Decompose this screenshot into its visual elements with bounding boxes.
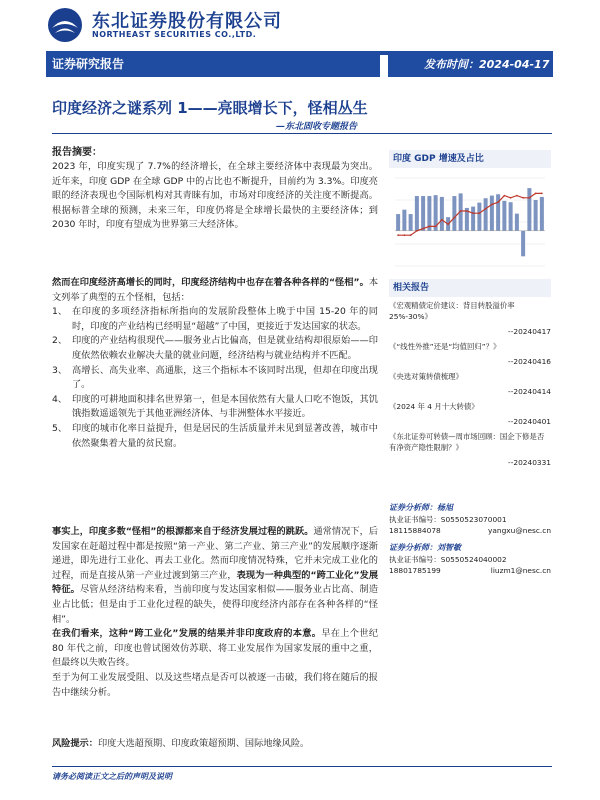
risk-label: 风险提示： <box>52 738 98 749</box>
analyst-phone: 18115884078 <box>389 526 441 535</box>
chart-point <box>485 208 487 210</box>
company-name-cn: 东北证券股份有限公司 <box>92 11 282 32</box>
analyst-cert <box>389 514 551 526</box>
chart-point <box>528 197 530 199</box>
chart-point <box>397 234 399 236</box>
company-logo-icon <box>46 6 84 44</box>
related-report-date: --20240414 <box>508 387 551 396</box>
oddities-section <box>52 276 378 451</box>
footer-note: 请务必阅读正文之后的声明及说明 <box>52 772 172 781</box>
chart-point <box>416 230 418 232</box>
related-report-date: --20240331 <box>508 458 551 467</box>
risk-paragraph <box>52 737 378 752</box>
analyst-cert-number: S0550523070001 <box>440 514 507 524</box>
related-report-title[interactable]: 《宏观精债定价建议：背目转股溢价率 25%-30%》 <box>389 301 515 321</box>
chart-point <box>403 234 405 236</box>
report-type: 证券研究报告 <box>52 57 125 71</box>
summary-body <box>52 160 378 233</box>
chart-point <box>510 197 512 199</box>
analyst-name: 杨旭 <box>437 503 453 512</box>
analyst-card <box>389 542 551 577</box>
chart-point <box>503 195 505 197</box>
list-item-number: 4、 <box>52 393 68 405</box>
related-report-item[interactable] <box>389 300 551 337</box>
list-item-text: 印度的城市化率日益提升，但是居民的生活质量并未见到显著改善，城市中依然聚集着大量的贫民窟。 <box>72 422 378 449</box>
list-item-number: 3、 <box>52 364 68 376</box>
list-item-number: 1、 <box>52 306 68 318</box>
chart-bar <box>421 196 425 231</box>
chart-point <box>541 193 543 195</box>
related-report-title[interactable]: 《“线性外推”还是“均值回归”？》 <box>389 342 501 351</box>
risk-text: 印度大选超预期、印度政策超预期、国际地缘风险。 <box>97 738 310 749</box>
list-item-text: 印度的可耕地面积排名世界第一，但是本国依然有大量人口吃不饱饭，其饥饿指数遥遥领先于其他亚洲经济体、与非洲整体水平接近。 <box>72 393 378 420</box>
chart-point <box>453 217 455 219</box>
chart-point <box>472 212 474 214</box>
chart-heading: 印度 GDP 增速及占比 <box>389 150 551 168</box>
footer-divider <box>52 766 552 767</box>
analyst-phone: 18801785199 <box>389 566 441 575</box>
chart-bar <box>415 196 419 231</box>
report-subtitle: —东北固收专题报告 <box>276 122 358 132</box>
chart-bar <box>496 194 500 231</box>
header-bar-divider <box>380 55 388 77</box>
analysis-p1-a: 通常情况下，后发国家在赶超过程中都是按照“第一产业、第二产业、第三产业”的发展顺序逐渐递进，即先进行工业化、再去工业化。然而印度情况特殊，它并未完成工业化的过程，而是直接从第一产业过渡到第三产业， <box>52 526 378 581</box>
related-report-date: --20240417 <box>508 327 551 336</box>
list-item <box>52 334 378 363</box>
chart-bar <box>490 196 494 231</box>
list-item <box>52 422 378 451</box>
related-reports-heading: 相关报告 <box>389 279 551 297</box>
chart-bar <box>509 202 513 231</box>
analyst-cert-number: S0550524040002 <box>440 554 507 564</box>
analyst-cert-label: 执业证书编号： <box>389 514 441 524</box>
company-name-en: NORTHEAST SECURITIES CO.,LTD. <box>92 30 257 39</box>
related-reports-list <box>389 300 551 472</box>
analyst-card <box>389 502 551 537</box>
chart-bar <box>502 201 506 231</box>
analyst-role <box>389 502 551 514</box>
analysis-p2-bold: 在我们看来，这种“跨工业化”发展的结果并非印度政府的本意。 <box>52 628 322 640</box>
title-divider <box>52 133 552 134</box>
summary-paragraph-1: 2023 年，印度实现了 7.7%的经济增长，在全球主要经济体中表现最为突出。近年来，印度 GDP 在全球 GDP 中的占比也不断提升，目前约为 3.3%。印度亮眼的经济表现也令国际机构对其青睐有加，市场对印度经济的关注度不断提高。根据标普全球的预测，未来三年，印度仍将是全球增长最快的主要经济体；到 2030 年时，印度有望成为世界第三大经济体。 <box>52 161 378 231</box>
chart-bar <box>540 197 544 231</box>
analyst-cert-label: 执业证书编号： <box>389 554 441 564</box>
list-item <box>52 364 378 393</box>
chart-bar <box>527 188 531 231</box>
oddities-list <box>52 305 378 451</box>
analyst-role <box>389 542 551 554</box>
analyst-email[interactable]: yangxu@nesc.cn <box>488 526 551 535</box>
chart-point <box>422 228 424 230</box>
chart-point <box>428 226 430 228</box>
list-item <box>52 305 378 334</box>
related-report-title[interactable]: 《东北证券可转债—周市场回顾：国企下修是否有净资产隐性限制？》 <box>389 432 545 452</box>
chart-bar <box>515 214 519 231</box>
list-item <box>52 393 378 422</box>
gdp-chart <box>389 170 551 274</box>
chart-point <box>522 197 524 199</box>
chart-bar <box>534 200 538 231</box>
chart-point <box>435 226 437 228</box>
related-report-title[interactable]: 《央选对策转债梳理》 <box>389 372 463 381</box>
list-item-text: 高增长、高失业率、高通胀，这三个指标本不该同时出现，但却在印度出现了。 <box>72 364 378 391</box>
chart-bar <box>440 197 444 231</box>
chart-bar <box>396 214 400 231</box>
chart-bar <box>521 231 525 257</box>
analysis-p1-b: 尽管从经济结构来看，当前印度与发达国家相似——服务业占比高、制造业占比低；但是由于工业化过程的缺失，使得印度经济内部存在各种各样的“怪相”。 <box>52 584 379 625</box>
related-report-item[interactable] <box>389 371 551 397</box>
oddities-intro-bold: 然而在印度经济高增长的同时，印度经济结构中也存在着各种各样的“怪相”。 <box>52 277 369 288</box>
analysis-p1-bold: 事实上，印度多数“怪相”的根源都来自于经济发展过程的跳跃。 <box>52 526 314 537</box>
chart-bar <box>409 214 413 231</box>
analyst-contact <box>389 565 551 577</box>
chart-point <box>460 210 462 212</box>
chart-point <box>478 212 480 214</box>
analysis-p1-bold2: 表现为一种典型的“跨工业化”发展特征。 <box>52 569 379 596</box>
list-item-text: 印度的产业结构很现代——服务业占比偏高，但是就业结构却很原始——印度依然依赖农业解决大量的就业问题，经济结构与就业结构并不匹配。 <box>72 335 378 361</box>
related-report-item[interactable] <box>389 341 551 367</box>
chart-point <box>535 193 537 195</box>
list-item-number: 5、 <box>52 422 68 434</box>
list-item-text: 在印度的多项经济指标所指向的发展阶段整体上晚于中国 15-20 年的同时，印度的产业结构已经明显“超越”了中国，更接近于发达国家的状态。 <box>72 306 378 332</box>
analysis-paragraph-1 <box>52 525 378 627</box>
chart-bar <box>484 198 488 231</box>
analyst-contact <box>389 525 551 537</box>
chart-point <box>466 210 468 212</box>
chart-point <box>497 201 499 203</box>
oddities-intro <box>52 276 378 305</box>
analyst-email[interactable]: liuzm1@nesc.cn <box>490 566 551 575</box>
analyst-name: 刘智敏 <box>437 543 461 552</box>
chart-line-series <box>398 193 542 235</box>
summary-heading: 报告摘要： <box>52 147 102 158</box>
analyst-role-label: 证券分析师： <box>389 503 437 512</box>
chart-bar <box>477 203 481 231</box>
analyst-role-label: 证券分析师： <box>389 543 437 552</box>
publish-date: 发布时间：2024-04-17 <box>424 58 550 71</box>
analysis-p2-a: 早在上个世纪 80 年代之前，印度也曾试图效仿苏联、将工业发展作为国家发展的重中之重，但最终以失败告终。 <box>52 628 379 669</box>
chart-bar <box>452 196 456 231</box>
chart-point <box>441 219 443 221</box>
analysis-section <box>52 525 378 700</box>
risk-note <box>52 737 378 752</box>
related-report-item[interactable] <box>389 401 551 427</box>
related-report-title[interactable]: 《2024 年 4 月十大转债》 <box>389 402 479 411</box>
related-report-item[interactable] <box>389 431 551 468</box>
chart-bar <box>402 210 406 231</box>
report-title: 印度经济之谜系列 1——亮眼增长下，怪相丛生 <box>52 99 368 117</box>
chart-point <box>410 234 412 236</box>
analysis-paragraph-2 <box>52 627 378 671</box>
chart-point <box>491 204 493 206</box>
chart-point <box>516 195 518 197</box>
related-report-date: --20240401 <box>508 417 551 426</box>
chart-point <box>447 223 449 225</box>
chart-bar <box>471 207 475 231</box>
analysis-paragraph-3: 至于为何工业发展受阻、以及这些堵点是否可以被逐一击破，我们将在随后的报告中继续分析。 <box>52 671 378 698</box>
oddities-intro-rest: 本文列举了典型的五个怪相，包括： <box>52 277 378 303</box>
analyst-cert <box>389 554 551 566</box>
related-report-date: --20240416 <box>508 357 551 366</box>
list-item-number: 2、 <box>52 335 68 347</box>
